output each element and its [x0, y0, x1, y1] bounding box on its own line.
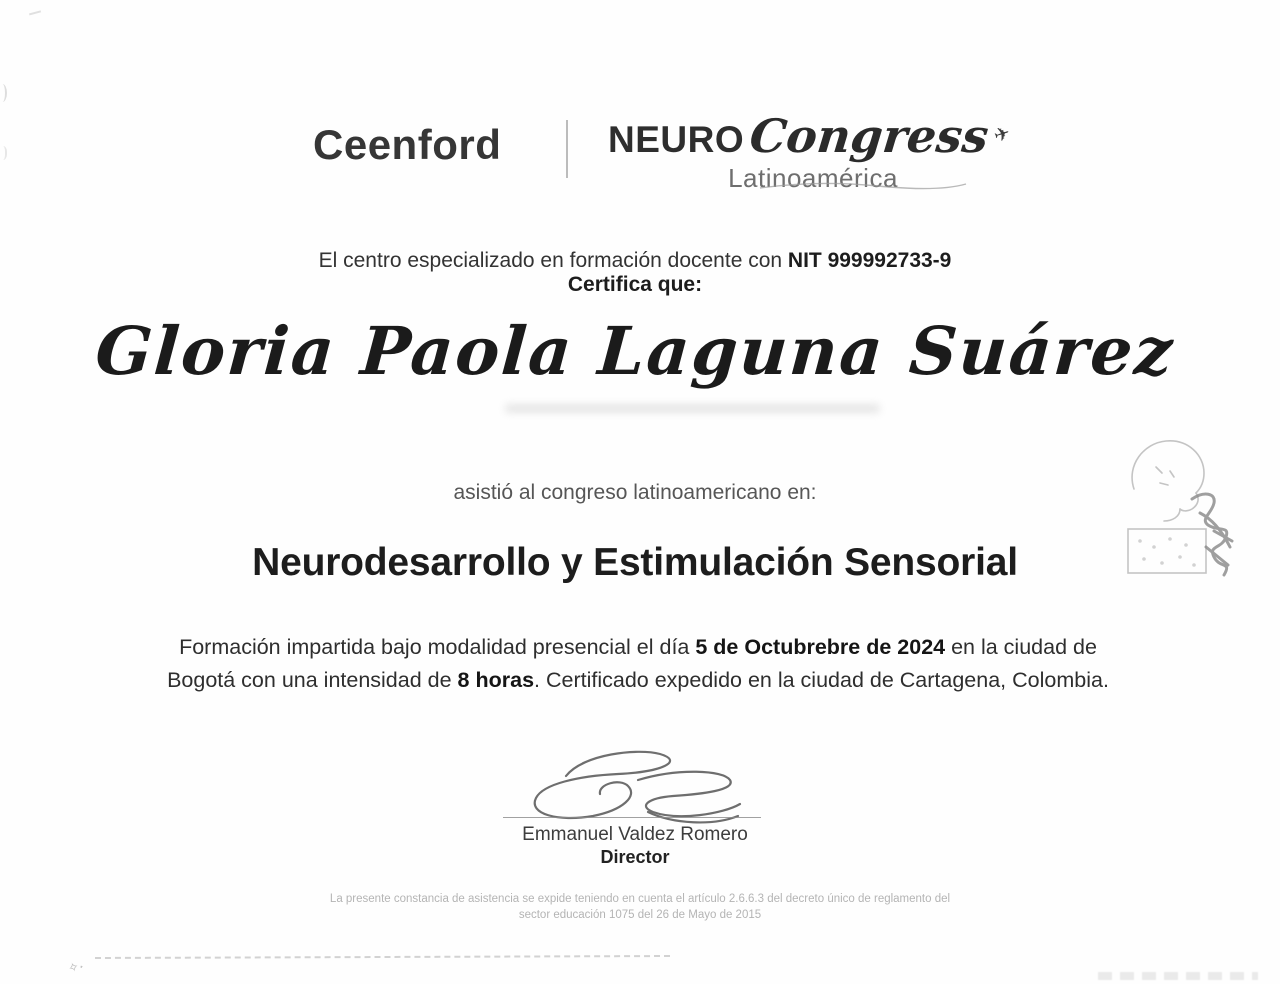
- legal-line-2: sector educación 1075 del 26 de Mayo de 2015: [518, 909, 762, 921]
- page-edge-dashes: [95, 955, 670, 959]
- attended-line: asistió al congreso latinoamericano en:: [453, 481, 817, 504]
- signer-name: Emmanuel Valdez Romero: [522, 824, 748, 845]
- logo-divider: [566, 120, 568, 178]
- intro-block: [0, 249, 1270, 296]
- neuro-wordmark: NEURO: [608, 119, 745, 160]
- certifies-label: Certifica que:: [567, 273, 703, 296]
- congress-wordmark: Congress: [747, 109, 992, 163]
- scan-scribble-mark: ✧˖: [65, 956, 86, 977]
- legal-fineprint: [225, 891, 1055, 923]
- details-part2: en la ciudad de Bogotá con una intensidad de: [167, 635, 1097, 692]
- latinoamerica-label: Latinoamérica: [728, 163, 898, 193]
- details-paragraph: [163, 631, 1113, 697]
- legal-line-1: La presente constancia de asistencia se expide teniendo en cuenta el artículo 2.6.6.3 del decreto único de reglamento del: [329, 893, 951, 905]
- scan-corner-mark: [27, 3, 41, 16]
- signer-title: Director: [600, 847, 670, 867]
- details-date: 5 de Octubrebre de 2024: [695, 635, 946, 659]
- signature-rule: [503, 817, 761, 818]
- scan-edge-mark: [0, 146, 7, 160]
- details-part3: . Certificado expedido en la ciudad de Cartagena, Colombia.: [534, 668, 1109, 692]
- scan-edge-mark: [0, 84, 7, 102]
- plane-icon: ✈: [991, 122, 1014, 148]
- congress-underline-swoosh: [758, 178, 968, 194]
- course-title: Neurodesarrollo y Estimulación Sensorial: [252, 541, 1018, 584]
- scan-smudge: [505, 404, 880, 413]
- details-hours: 8 horas: [457, 668, 535, 692]
- neurocongress-logo-row: [608, 109, 1014, 163]
- stamp-doodle: [1096, 427, 1256, 597]
- ceenford-logo: Ceenford: [313, 121, 502, 168]
- neurocongress-logo: [608, 109, 1014, 194]
- recipient-name: Gloria Paola Laguna Suárez: [93, 312, 1177, 390]
- details-part1: Formación impartida bajo modalidad presencial el día: [179, 635, 696, 659]
- issuer-line: [0, 249, 1270, 273]
- issuer-line-text: El centro especializado en formación docente con: [318, 249, 788, 272]
- issuer-nit: NIT 999992733-9: [787, 249, 952, 272]
- signature-scribble: [488, 746, 788, 828]
- scan-text-fragment: [1098, 972, 1258, 980]
